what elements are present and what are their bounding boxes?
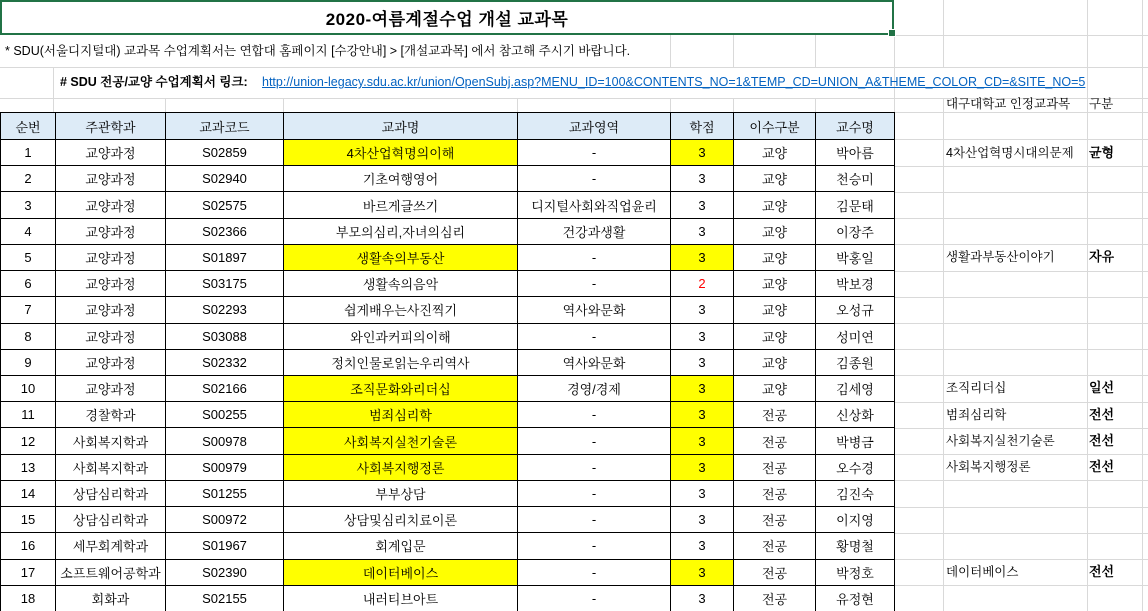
cell-code[interactable]: S00979	[166, 454, 284, 480]
cell-name[interactable]: 정치인물로읽는우리역사	[284, 349, 518, 375]
cell-type[interactable]: 교양	[734, 140, 816, 166]
cell-area[interactable]: 경영/경제	[518, 375, 671, 401]
gridline	[894, 297, 1148, 298]
gridline	[670, 35, 671, 67]
gridline	[1087, 0, 1088, 611]
cell-code[interactable]: S02166	[166, 375, 284, 401]
cell-prof[interactable]: 박홍일	[816, 244, 895, 270]
daegu-course-cell[interactable]: 생활과부동산이야기	[946, 250, 1055, 265]
cell-prof[interactable]: 오성규	[816, 297, 895, 323]
cell-name[interactable]: 쉽게배우는사진찍기	[284, 297, 518, 323]
gridline	[894, 112, 1148, 113]
cell-code[interactable]: S03175	[166, 271, 284, 297]
course-table	[0, 112, 895, 611]
cell-area[interactable]: -	[518, 244, 671, 270]
cell-prof[interactable]: 이장주	[816, 218, 895, 244]
gridline	[943, 98, 944, 611]
cell-dept[interactable]: 교양과정	[56, 323, 166, 349]
cell-type[interactable]: 전공	[734, 454, 816, 480]
cell-dept[interactable]: 교양과정	[56, 297, 166, 323]
table-row	[1, 375, 895, 401]
cell-prof[interactable]: 박아름	[816, 140, 895, 166]
cell-area[interactable]: 디지털사회와직업윤리	[518, 192, 671, 218]
cell-dept[interactable]: 소프트웨어공학과	[56, 559, 166, 585]
cell-area[interactable]: -	[518, 454, 671, 480]
cell-type[interactable]: 전공	[734, 533, 816, 559]
cell-credit[interactable]: 3	[671, 323, 734, 349]
cell-no[interactable]: 12	[1, 428, 56, 454]
cell-dept[interactable]: 상담심리학과	[56, 507, 166, 533]
cell-dept[interactable]: 세무회계학과	[56, 533, 166, 559]
cell-area[interactable]: 역사와문화	[518, 349, 671, 375]
gridline	[894, 323, 1148, 324]
gridline	[894, 533, 1148, 534]
cell-dept[interactable]: 상담심리학과	[56, 480, 166, 506]
cell-code[interactable]: S01255	[166, 480, 284, 506]
cell-code[interactable]: S02332	[166, 349, 284, 375]
course-table-body	[1, 140, 895, 611]
col-header-dept[interactable]: 주관학과	[56, 113, 166, 140]
table-row	[1, 507, 895, 533]
cell-area[interactable]: -	[518, 480, 671, 506]
col-header-name[interactable]: 교과명	[284, 113, 518, 140]
cell-type[interactable]: 전공	[734, 507, 816, 533]
cell-name[interactable]: 내러티브아트	[284, 585, 518, 611]
cell-prof[interactable]: 박정호	[816, 559, 895, 585]
cell-credit[interactable]: 3	[671, 428, 734, 454]
cell-area[interactable]: -	[518, 507, 671, 533]
cell-credit[interactable]: 3	[671, 585, 734, 611]
gridline	[894, 507, 1148, 508]
gubun-cell[interactable]: 전선	[1089, 432, 1115, 448]
col-header-area[interactable]: 교과영역	[518, 113, 671, 140]
gridline	[815, 98, 816, 112]
cell-no[interactable]: 14	[1, 480, 56, 506]
col-header-type[interactable]: 이수구분	[734, 113, 816, 140]
table-row	[1, 454, 895, 480]
cell-type[interactable]: 전공	[734, 585, 816, 611]
cell-dept[interactable]: 교양과정	[56, 140, 166, 166]
cell-code[interactable]: S02575	[166, 192, 284, 218]
table-row	[1, 323, 895, 349]
cell-name[interactable]: 생활속의음악	[284, 271, 518, 297]
cell-type[interactable]: 전공	[734, 480, 816, 506]
daegu-recognized-course-header: 대구대학교 인정교과목	[946, 97, 1071, 111]
cell-credit[interactable]: 3	[671, 218, 734, 244]
cell-area[interactable]: -	[518, 271, 671, 297]
cell-prof[interactable]: 황명철	[816, 533, 895, 559]
daegu-course-cell[interactable]: 범죄심리학	[946, 407, 1007, 422]
cell-no[interactable]: 9	[1, 349, 56, 375]
gubun-cell[interactable]: 일선	[1089, 380, 1115, 396]
cell-type[interactable]: 교양	[734, 166, 816, 192]
gubun-cell[interactable]: 균형	[1089, 144, 1115, 160]
cell-type[interactable]: 교양	[734, 323, 816, 349]
cell-dept[interactable]: 경찰학과	[56, 402, 166, 428]
cell-name[interactable]: 상담및심리치료이론	[284, 507, 518, 533]
gridline	[1142, 0, 1143, 611]
cell-code[interactable]: S01897	[166, 244, 284, 270]
cell-credit[interactable]: 3	[671, 402, 734, 428]
gubun-cell[interactable]: 전선	[1089, 564, 1115, 579]
cell-area[interactable]: 역사와문화	[518, 297, 671, 323]
cell-no[interactable]: 7	[1, 297, 56, 323]
cell-no[interactable]: 10	[1, 375, 56, 401]
table-row	[1, 585, 895, 611]
cell-dept[interactable]: 교양과정	[56, 271, 166, 297]
cell-dept[interactable]: 교양과정	[56, 192, 166, 218]
cell-type[interactable]: 교양	[734, 218, 816, 244]
selection-fill-handle[interactable]	[888, 29, 896, 37]
table-row	[1, 218, 895, 244]
col-header-credit[interactable]: 학점	[671, 113, 734, 140]
cell-type[interactable]: 교양	[734, 297, 816, 323]
cell-prof[interactable]: 김세영	[816, 375, 895, 401]
cell-no[interactable]: 15	[1, 507, 56, 533]
cell-credit[interactable]: 3	[671, 480, 734, 506]
gridline	[53, 67, 54, 112]
cell-dept[interactable]: 교양과정	[56, 244, 166, 270]
cell-type[interactable]: 교양	[734, 192, 816, 218]
gubun-cell[interactable]: 전선	[1089, 406, 1115, 422]
gridline	[733, 98, 734, 112]
cell-code[interactable]: S02390	[166, 559, 284, 585]
cell-no[interactable]: 8	[1, 323, 56, 349]
cell-prof[interactable]: 김진숙	[816, 480, 895, 506]
gridline	[894, 349, 1148, 350]
cell-credit[interactable]: 3	[671, 349, 734, 375]
cell-area[interactable]: -	[518, 559, 671, 585]
cell-name[interactable]: 사회복지행정론	[284, 454, 518, 480]
cell-credit[interactable]: 3	[671, 507, 734, 533]
cell-dept[interactable]: 교양과정	[56, 375, 166, 401]
cell-no[interactable]: 17	[1, 559, 56, 585]
cell-no[interactable]: 18	[1, 585, 56, 611]
daegu-course-cell[interactable]: 조직리더십	[946, 381, 1007, 396]
cell-area[interactable]: -	[518, 428, 671, 454]
gridline	[894, 192, 1148, 193]
table-row	[1, 166, 895, 192]
cell-type[interactable]: 전공	[734, 559, 816, 585]
gridline	[894, 166, 1148, 167]
header-row	[1, 113, 895, 140]
cell-code[interactable]: S02155	[166, 585, 284, 611]
cell-prof[interactable]: 김문태	[816, 192, 895, 218]
cell-prof[interactable]: 박보경	[816, 271, 895, 297]
gridline	[283, 98, 284, 112]
table-row	[1, 559, 895, 585]
cell-prof[interactable]: 이지영	[816, 507, 895, 533]
cell-area[interactable]: -	[518, 402, 671, 428]
cell-dept[interactable]: 교양과정	[56, 166, 166, 192]
cell-type[interactable]: 전공	[734, 402, 816, 428]
daegu-course-cell[interactable]: 사회복지행정론	[946, 460, 1031, 475]
cell-credit[interactable]: 3	[671, 192, 734, 218]
cell-no[interactable]: 13	[1, 454, 56, 480]
gridline	[943, 0, 944, 67]
col-header-prof[interactable]: 교수명	[816, 113, 895, 140]
cell-name[interactable]: 생활속의부동산	[284, 244, 518, 270]
table-row	[1, 480, 895, 506]
gridline	[894, 218, 1148, 219]
cell-prof[interactable]: 천승미	[816, 166, 895, 192]
cell-area[interactable]: -	[518, 533, 671, 559]
cell-prof[interactable]: 신상화	[816, 402, 895, 428]
cell-prof[interactable]: 오수경	[816, 454, 895, 480]
cell-prof[interactable]: 박병금	[816, 428, 895, 454]
syllabus-link-label: # SDU 전공/교양 수업계획서 링크:	[60, 75, 248, 89]
cell-no[interactable]: 11	[1, 402, 56, 428]
cell-type[interactable]: 교양	[734, 349, 816, 375]
cell-no[interactable]: 3	[1, 192, 56, 218]
col-header-no[interactable]: 순번	[1, 113, 56, 140]
cell-dept[interactable]: 교양과정	[56, 218, 166, 244]
table-row	[1, 402, 895, 428]
cell-credit[interactable]: 3	[671, 375, 734, 401]
cell-name[interactable]: 회계입문	[284, 533, 518, 559]
cell-prof[interactable]: 성미연	[816, 323, 895, 349]
table-row	[1, 533, 895, 559]
cell-credit[interactable]: 2	[671, 271, 734, 297]
cell-no[interactable]: 4	[1, 218, 56, 244]
cell-prof[interactable]: 김종원	[816, 349, 895, 375]
cell-area[interactable]: -	[518, 323, 671, 349]
col-header-code[interactable]: 교과코드	[166, 113, 284, 140]
cell-name[interactable]: 부모의심리,자녀의심리	[284, 218, 518, 244]
table-row	[1, 297, 895, 323]
cell-prof[interactable]: 유정현	[816, 585, 895, 611]
cell-area[interactable]: 건강과생활	[518, 218, 671, 244]
cell-name[interactable]: 범죄심리학	[284, 402, 518, 428]
cell-no[interactable]: 5	[1, 244, 56, 270]
cell-code[interactable]: S00978	[166, 428, 284, 454]
cell-area[interactable]: -	[518, 166, 671, 192]
cell-credit[interactable]: 3	[671, 454, 734, 480]
cell-name[interactable]: 바르게글쓰기	[284, 192, 518, 218]
cell-type[interactable]: 전공	[734, 428, 816, 454]
gubun-cell[interactable]: 자유	[1089, 249, 1115, 265]
cell-credit[interactable]: 3	[671, 244, 734, 270]
table-row	[1, 192, 895, 218]
cell-code[interactable]: S01967	[166, 533, 284, 559]
daegu-course-cell[interactable]: 데이터베이스	[946, 565, 1019, 579]
daegu-course-cell[interactable]: 4차산업혁명시대의문제	[946, 145, 1074, 160]
daegu-course-cell[interactable]: 사회복지실천기술론	[946, 433, 1055, 448]
table-row	[1, 271, 895, 297]
cell-area[interactable]: -	[518, 585, 671, 611]
gubun-cell[interactable]: 전선	[1089, 459, 1115, 475]
note-text: * SDU(서울디지털대) 교과목 수업계획서는 연합대 홈페이지 [수강안내] > [개설교과목] 에서 참고해 주시기 바랍니다.	[5, 44, 631, 58]
cell-type[interactable]: 교양	[734, 375, 816, 401]
cell-credit[interactable]: 3	[671, 140, 734, 166]
gridline	[894, 35, 1148, 36]
cell-code[interactable]: S00972	[166, 507, 284, 533]
table-row	[1, 428, 895, 454]
cell-code[interactable]: S03088	[166, 323, 284, 349]
page-title: 2020-여름계절수업 개설 교과목	[325, 10, 569, 29]
cell-code[interactable]: S02293	[166, 297, 284, 323]
gubun-column-header: 구분	[1089, 97, 1114, 111]
cell-code[interactable]: S02859	[166, 140, 284, 166]
cell-name[interactable]: 데이터베이스	[284, 559, 518, 585]
cell-type[interactable]: 교양	[734, 244, 816, 270]
gridline	[894, 271, 1148, 272]
cell-area[interactable]: -	[518, 140, 671, 166]
gridline	[733, 35, 734, 67]
cell-dept[interactable]: 교양과정	[56, 349, 166, 375]
cell-no[interactable]: 16	[1, 533, 56, 559]
table-row	[1, 244, 895, 270]
title-cell[interactable]	[0, 0, 894, 35]
cell-name[interactable]: 조직문화와리더십	[284, 375, 518, 401]
cell-credit[interactable]: 3	[671, 559, 734, 585]
gridline	[517, 98, 518, 112]
cell-no[interactable]: 6	[1, 271, 56, 297]
table-row	[1, 349, 895, 375]
cell-name[interactable]: 4차산업혁명의이해	[284, 140, 518, 166]
cell-credit[interactable]: 3	[671, 166, 734, 192]
cell-credit[interactable]: 3	[671, 533, 734, 559]
cell-code[interactable]: S02940	[166, 166, 284, 192]
course-table-head	[1, 113, 895, 140]
cell-no[interactable]: 1	[1, 140, 56, 166]
cell-credit[interactable]: 3	[671, 297, 734, 323]
gridline	[815, 35, 816, 67]
cell-name[interactable]: 와인과커피의이해	[284, 323, 518, 349]
cell-no[interactable]: 2	[1, 166, 56, 192]
gridline	[165, 98, 166, 112]
gridline	[670, 98, 671, 112]
table-row	[1, 140, 895, 166]
cell-code[interactable]: S02366	[166, 218, 284, 244]
cell-name[interactable]: 기초여행영어	[284, 166, 518, 192]
syllabus-hyperlink[interactable]: http://union-legacy.sdu.ac.kr/union/OpenSubj.asp?MENU_ID=100&CONTENTS_NO=1&TEMP_CD=UNION_A&THEME_COLOR_CD=&SITE_NO=5	[262, 75, 1086, 89]
cell-code[interactable]: S00255	[166, 402, 284, 428]
cell-dept[interactable]: 사회복지학과	[56, 428, 166, 454]
cell-type[interactable]: 교양	[734, 271, 816, 297]
cell-dept[interactable]: 회화과	[56, 585, 166, 611]
cell-name[interactable]: 부부상담	[284, 480, 518, 506]
cell-dept[interactable]: 사회복지학과	[56, 454, 166, 480]
cell-name[interactable]: 사회복지실천기술론	[284, 428, 518, 454]
